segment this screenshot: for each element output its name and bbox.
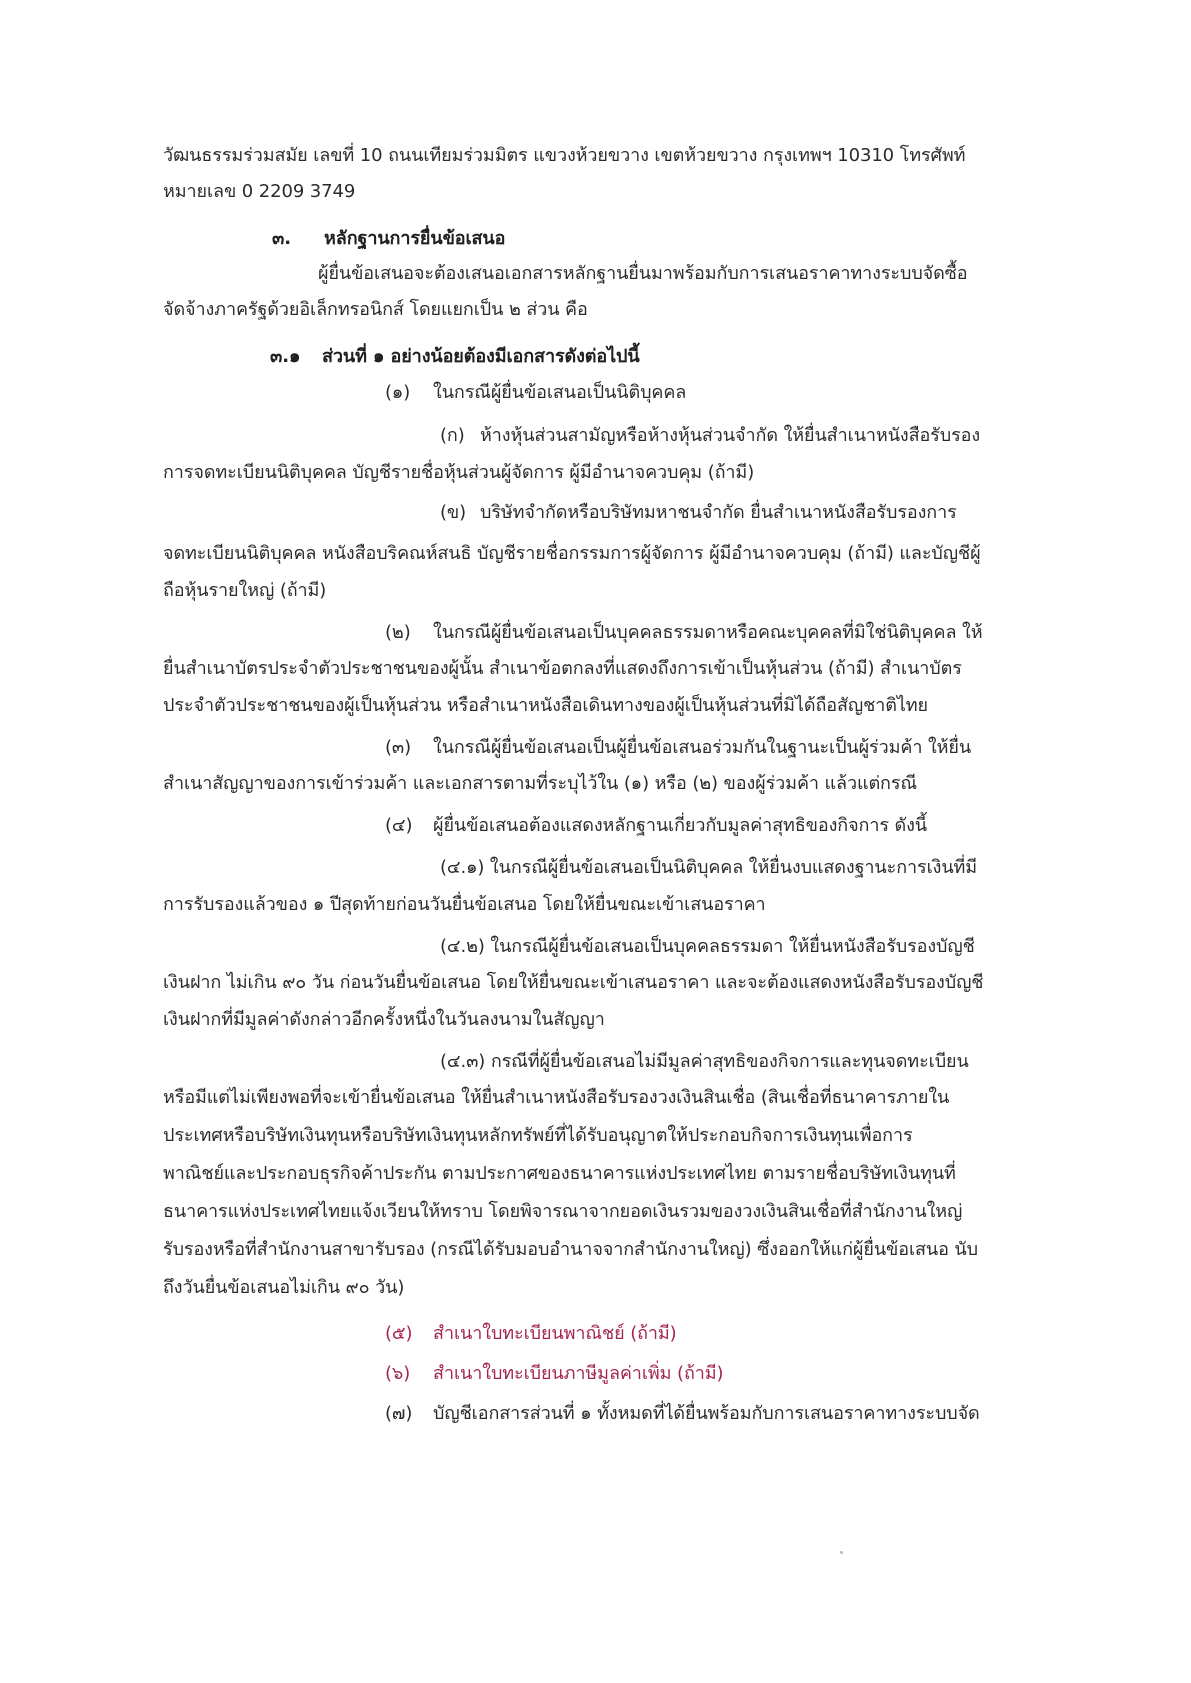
body-line: ประเทศหรือบริษัทเงินทุนหรือบริษัทเงินทุนหลักทรัพย์ที่ได้รับอนุญาตให้ประกอบกิจการเงินทุนเพื่อการ (163, 1125, 913, 1146)
body-line: รับรองหรือที่สำนักงานสาขารับรอง (กรณีได้รับมอบอำนาจจากสำนักงานใหญ่) ซึ่งออกให้แก่ผู้ยื่นข้อเสนอ นับ (163, 1239, 978, 1260)
item-marker: (ข) (440, 502, 467, 523)
item-marker: (๗) (385, 1403, 413, 1424)
item-marker: (๒) (385, 622, 411, 643)
body-line: เงินฝากที่มีมูลค่าดังกล่าวอีกครั้งหนึ่งในวันลงนามในสัญญา (163, 1009, 605, 1030)
body-line: จดทะเบียนนิติบุคคล หนังสือบริคณห์สนธิ บัญชีรายชื่อกรรมการผู้จัดการ ผู้มีอำนาจควบคุม (ถ้ามี) และบัญชีผู้ (163, 543, 981, 564)
item-marker: (๑) (385, 382, 411, 403)
body-line: เงินฝาก ไม่เกิน ๙๐ วัน ก่อนวันยื่นข้อเสนอ โดยให้ยื่นขณะเข้าเสนอราคา และจะต้องแสดงหนังสือรับรองบัญชี (163, 972, 984, 993)
body-line: การรับรองแล้วของ ๑ ปีสุดท้ายก่อนวันยื่นข้อเสนอ โดยให้ยื่นขณะเข้าเสนอราคา (163, 894, 766, 915)
body-line: หมายเลข 0 2209 3749 (163, 181, 356, 202)
body-line: วัฒนธรรมร่วมสมัย เลขที่ 10 ถนนเทียมร่วมมิตร แขวงห้วยขวาง เขตห้วยขวาง กรุงเทพฯ 10310 โทรศัพท์ (163, 145, 966, 166)
body-line: ถึงวันยื่นข้อเสนอไม่เกิน ๙๐ วัน) (163, 1277, 405, 1298)
body-line: พาณิชย์และประกอบธุรกิจค้าประกัน ตามประกาศของธนาคารแห่งประเทศไทย ตามรายชื่อบริษัทเงินทุนที่ (163, 1163, 956, 1184)
body-line: ยื่นสำเนาบัตรประจำตัวประชาชนของผู้นั้น สำเนาข้อตกลงที่แสดงถึงการเข้าเป็นหุ้นส่วน (ถ้ามี) สำเนาบัตร (163, 658, 962, 679)
item-marker: (ก) (440, 425, 465, 446)
body-line: สำเนาสัญญาของการเข้าร่วมค้า และเอกสารตามที่ระบุไว้ใน (๑) หรือ (๒) ของผู้ร่วมค้า แล้วแต่กรณี (163, 773, 918, 794)
body-line: ถือหุ้นรายใหญ่ (ถ้ามี) (163, 580, 327, 601)
body-line: หรือมีแต่ไม่เพียงพอที่จะเข้ายื่นข้อเสนอ ให้ยื่นสำเนาหนังสือรับรองวงเงินสินเชื่อ (สินเชื่อที่ธนาคารภายใน (163, 1087, 950, 1108)
section-title: ส่วนที่ ๑ อย่างน้อยต้องมีเอกสารดังต่อไปนี้ (322, 346, 640, 367)
item-marker: (๕) (385, 1323, 413, 1344)
body-line: การจดทะเบียนนิติบุคคล บัญชีรายชื่อหุ้นส่วนผู้จัดการ ผู้มีอำนาจควบคุม (ถ้ามี) (163, 462, 755, 483)
scan-speck (840, 1551, 843, 1554)
item-marker: (๔) (385, 815, 413, 836)
section-title: หลักฐานการยื่นข้อเสนอ (324, 228, 506, 249)
item-marker: (๖) (385, 1363, 411, 1384)
sub-item-line: (๔.๑) ในกรณีผู้ยื่นข้อเสนอเป็นนิติบุคคล ให้ยื่นงบแสดงฐานะการเงินที่มี (440, 857, 978, 878)
sub-item-line: (๔.๒) ในกรณีผู้ยื่นข้อเสนอเป็นบุคคลธรรมดา ให้ยื่นหนังสือรับรองบัญชี (440, 936, 975, 957)
sub-item-line: (๔.๓) กรณีที่ผู้ยื่นข้อเสนอไม่มีมูลค่าสุทธิของกิจการและทุนจดทะเบียน (440, 1051, 969, 1072)
body-line: ประจำตัวประชาชนของผู้เป็นหุ้นส่วน หรือสำเนาหนังสือเดินทางของผู้เป็นหุ้นส่วนที่มิได้ถือสัญชาติไทย (163, 695, 928, 716)
body-line: ผู้ยื่นข้อเสนอจะต้องเสนอเอกสารหลักฐานยื่นมาพร้อมกับการเสนอราคาทางระบบจัดซื้อ (318, 263, 968, 284)
section-number: ๓. (272, 228, 291, 249)
section-number: ๓.๑ (270, 346, 301, 367)
body-line: ธนาคารแห่งประเทศไทยแจ้งเวียนให้ทราบ โดยพิจารณาจากยอดเงินรวมของวงเงินสินเชื่อที่สำนักงานใหญ่ (163, 1201, 963, 1222)
document-page: วัฒนธรรมร่วมสมัย เลขที่ 10 ถนนเทียมร่วมมิตร แขวงห้วยขวาง เขตห้วยขวาง กรุงเทพฯ 10310 โทรศัพท์ หมายเลข 0 2209 3749 ๓. หลักฐานการยื่นข้อเสนอ ผู้ยื่นข้อเสนอจะต้องเสนอเอกสารหลักฐานยื่นมาพร้อมกับการเสนอราคาทางระบบจัดซื้อ จัดจ้างภาครัฐด้วยอิเล็กทรอนิกส์ โดยแยกเป็น ๒ ส่วน คือ ๓.๑ ส่วนที่ ๑ อย่างน้อยต้องมีเอกสารดังต่อไปนี้ (๑) ในกรณีผู้ยื่นข้อเสนอเป็นนิติบุคคล (ก) ห้างหุ้นส่วนสามัญหรือห้างหุ้นส่วนจำกัด ให้ยื่นสำเนาหนังสือรับรอง การจดทะเบียนนิติบุคคล บัญชีรายชื่อหุ้นส่วนผู้จัดการ ผู้มีอำนาจควบคุม (ถ้ามี) (ข) บริษัทจำกัดหรือบริษัทมหาชนจำกัด ยื่นสำเนาหนังสือรับรองการ จดทะเบียนนิติบุคคล หนังสือบริคณห์สนธิ บัญชีรายชื่อกรรมการผู้จัดการ ผู้มีอำนาจควบคุม (ถ้ามี) และบัญชีผู้ ถือหุ้นรายใหญ่ (ถ้ามี) (๒) ในกรณีผู้ยื่นข้อเสนอเป็นบุคคลธรรมดาหรือคณะบุคคลที่มิใช่นิติบุคคล ให้ ยื่นสำเนาบัตรประจำตัวประชาชนของผู้นั้น สำเนาข้อตกลงที่แสดงถึงการเข้าเป็นหุ้นส่วน (ถ้ามี) สำเนาบัตร ประจำตัวประชาชนของผู้เป็นหุ้นส่วน หรือสำเนาหนังสือเดินทางของผู้เป็นหุ้นส่วนที่มิได้ถือสัญชาติไทย (๓) ในกรณีผู้ยื่นข้อเสนอเป็นผู้ยื่นข้อเสนอร่วมกันในฐานะเป็นผู้ร่วมค้า ให้ยื่น สำเนาสัญญาของการเข้าร่วมค้า และเอกสารตามที่ระบุไว้ใน (๑) หรือ (๒) ของผู้ร่วมค้า แล้วแต่กรณี (๔) ผู้ยื่นข้อเสนอต้องแสดงหลักฐานเกี่ยวกับมูลค่าสุทธิของกิจการ ดังนี้ (๔.๑) ในกรณีผู้ยื่นข้อเสนอเป็นนิติบุคคล ให้ยื่นงบแสดงฐานะการเงินที่มี การรับรองแล้วของ ๑ ปีสุดท้ายก่อนวันยื่นข้อเสนอ โดยให้ยื่นขณะเข้าเสนอราคา (๔.๒) ในกรณีผู้ยื่นข้อเสนอเป็นบุคคลธรรมดา ให้ยื่นหนังสือรับรองบัญชี เงินฝาก ไม่เกิน ๙๐ วัน ก่อนวันยื่นข้อเสนอ โดยให้ยื่นขณะเข้าเสนอราคา และจะต้องแสดงหนังสือรับรองบัญชี เงินฝากที่มีมูลค่าดังกล่าวอีกครั้งหนึ่งในวันลงนามในสัญญา (๔.๓) กรณีที่ผู้ยื่นข้อเสนอไม่มีมูลค่าสุทธิของกิจการและทุนจดทะเบียน หรือมีแต่ไม่เพียงพอที่จะเข้ายื่นข้อเสนอ ให้ยื่นสำเนาหนังสือรับรองวงเงินสินเชื่อ (สินเชื่อที่ธนาคารภายใน ประเทศหรือบริษัทเงินทุนหรือบริษัทเงินทุนหลักทรัพย์ที่ได้รับอนุญาตให้ประกอบกิจการเงินทุนเพื่อการ พาณิชย์และประกอบธุรกิจค้าประกัน ตามประกาศของธนาคารแห่งประเทศไทย ตามรายชื่อบริษัทเงินทุนที่ ธนาคารแห่งประเทศไทยแจ้งเวียนให้ทราบ โดยพิจารณาจากยอดเงินรวมของวงเงินสินเชื่อที่สำนักงานใหญ่ รับรองหรือที่สำนักงานสาขารับรอง (กรณีได้รับมอบอำนาจจากสำนักงานใหญ่) ซึ่งออกให้แก่ผู้ยื่นข้อเสนอ นับ ถึงวันยื่นข้อเสนอไม่เกิน ๙๐ วัน) (๕) สำเนาใบทะเบียนพาณิชย์ (ถ้ามี) (๖) สำเนาใบทะเบียนภาษีมูลค่าเพิ่ม (ถ้ามี) (๗) บัญชีเอกสารส่วนที่ ๑ ทั้งหมดที่ได้ยื่นพร้อมกับการเสนอราคาทางระบบจัด (0, 0, 1191, 1683)
body-line: จัดจ้างภาครัฐด้วยอิเล็กทรอนิกส์ โดยแยกเป็น ๒ ส่วน คือ (163, 299, 588, 320)
item-marker: (๓) (385, 737, 412, 758)
